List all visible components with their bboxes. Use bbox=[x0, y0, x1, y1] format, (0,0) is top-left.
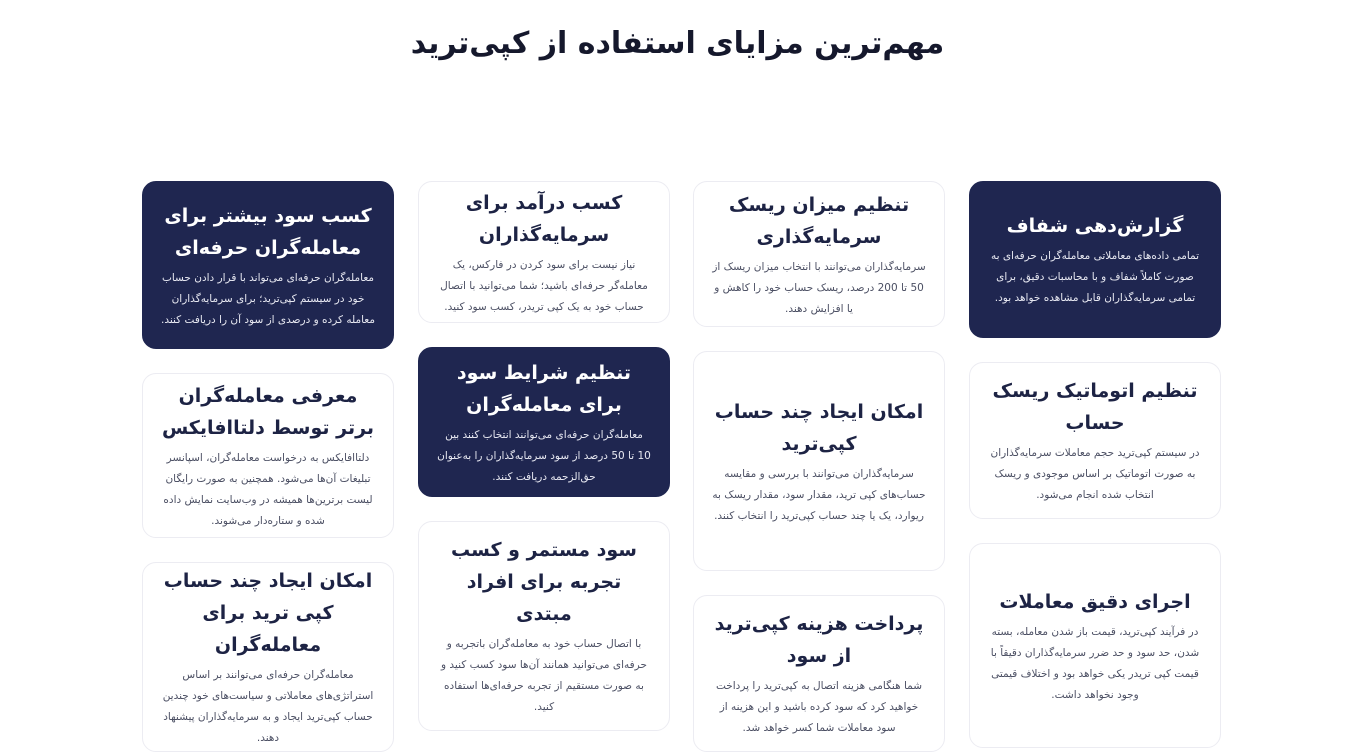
feature-card-title: کسب سود بیشتر برای معامله‌گران حرفه‌ای bbox=[164, 204, 372, 259]
feature-card-title: اجرای دقیق معاملات bbox=[999, 590, 1191, 613]
feature-card-text: در فرآیند کپی‌ترید، قیمت باز شدن معامله، بسته شدن، حد سود و حد ضرر سرمایه‌گذاران دقیقاً با قیمت کپی تریدر یکی خواهد بود و اختلاف قیمتی وجود نخواهد داشت. bbox=[990, 625, 1200, 701]
feature-card-title: سود مستمر و کسب تجربه برای افراد مبتدی bbox=[451, 539, 637, 625]
feature-card-trader-multiple-accounts bbox=[142, 562, 394, 752]
feature-card-title: تنظیم شرایط سود برای معامله‌گران bbox=[456, 361, 632, 416]
feature-card-top-traders bbox=[142, 373, 394, 538]
feature-card-title: تنظیم میزان ریسک سرمایه‌گذاری bbox=[728, 193, 910, 248]
feature-card-text: در سیستم کپی‌ترید حجم معاملات سرمایه‌گذاران به صورت اتوماتیک بر اساس موجودی و ریسک انتخاب شده انجام می‌شود. bbox=[990, 447, 1200, 501]
feature-card-title: معرفی معامله‌گران برتر توسط دلتاافایکس bbox=[161, 384, 375, 439]
feature-card-auto-risk bbox=[969, 362, 1221, 519]
feature-card-title: پرداخت هزینه کپی‌ترید از سود bbox=[714, 613, 924, 667]
feature-card-text: نیاز نیست برای سود کردن در فارکس، یک معامله‌گر حرفه‌ای باشید؛ شما می‌توانید با اتصال حساب خود به یک کپی تریدر، کسب سود کنید. bbox=[440, 258, 648, 313]
feature-card-fee-from-profit bbox=[693, 595, 945, 752]
feature-card-title: امکان ایجاد چند حساب کپی ترید برای معامله‌گران bbox=[163, 570, 373, 656]
feature-card-transparent-reporting bbox=[969, 181, 1221, 338]
feature-card-investor-income bbox=[418, 181, 670, 323]
feature-card-text: معامله‌گران حرفه‌ای می‌توانند انتخاب کنند بین 10 تا 50 درصد از سود سرمایه‌گذاران را به‌عنوان حق‌الزحمه دریافت کنند. bbox=[437, 428, 651, 483]
feature-card-text: دلتاافایکس به درخواست معامله‌گران، اسپانسر تبلیغات آن‌ها می‌شود. همچنین به صورت رایگان لیست برترین‌ها همیشه در وب‌سایت نمایش داده شده و ستاره‌دار می‌شوند. bbox=[163, 451, 373, 527]
feature-card-beginner-experience bbox=[418, 521, 670, 731]
section-title: مهم‌ترین مزایای استفاده از کپی‌ترید bbox=[410, 26, 945, 61]
feature-card-risk-level bbox=[693, 181, 945, 327]
feature-card-text: سرمایه‌گذاران می‌توانند با انتخاب میزان ریسک از 50 تا 200 درصد، ریسک حساب خود را کاهش و یا افزایش دهند. bbox=[712, 260, 926, 315]
feature-card-text: شما هنگامی هزینه اتصال به کپی‌ترید را پرداخت خواهید کرد که سود کرده باشید و این هزینه از سود معاملات شما کسر خواهد شد. bbox=[715, 680, 923, 734]
feature-card-text: سرمایه‌گذاران می‌توانند با بررسی و مقایسه حساب‌های کپی ترید، مقدار سود، مقدار ریسک به ریوارد، یک یا چند حساب کپی‌ترید را انتخاب کنند. bbox=[712, 467, 926, 522]
feature-card-multiple-accounts bbox=[693, 351, 945, 571]
feature-card-text: معامله‌گران حرفه‌ای می‌توانند بر اساس استراتژی‌های معاملاتی و سیاست‌های خود چندین حساب کپی‌ترید ایجاد و به سرمایه‌گذاران پیشنهاد دهند. bbox=[162, 669, 374, 744]
feature-card-title: امکان ایجاد چند حساب کپی‌ترید bbox=[714, 400, 924, 455]
feature-card-text: معامله‌گران حرفه‌ای می‌تواند با قرار دادن حساب خود در سیستم کپی‌ترید؛ برای سرمایه‌گذاران معامله کرده و درصدی از سود آن را دریافت کنند. bbox=[161, 271, 375, 326]
feature-card-text: تمامی داده‌های معاملاتی معامله‌گران حرفه‌ای به صورت کاملاً شفاف و با محاسبات دقیق، برای تمامی سرمایه‌گذاران قابل مشاهده خواهد بود. bbox=[990, 250, 1200, 304]
feature-card-pro-profit bbox=[142, 181, 394, 349]
feature-card-title: گزارش‌دهی شفاف bbox=[1006, 215, 1184, 237]
feature-card-profit-terms bbox=[418, 347, 670, 497]
feature-card-text: با اتصال حساب خود به معامله‌گران باتجربه و حرفه‌ای می‌توانید همانند آن‌ها سود کسب کنید و به صورت مستقیم از تجربه حرفه‌ای‌ها استفاده کنید. bbox=[441, 638, 647, 713]
feature-card-precise-execution bbox=[969, 543, 1221, 748]
feature-card-title: کسب درآمد برای سرمایه‌گذاران bbox=[465, 191, 623, 246]
feature-card-title: تنظیم اتوماتیک ریسک حساب bbox=[992, 380, 1198, 434]
